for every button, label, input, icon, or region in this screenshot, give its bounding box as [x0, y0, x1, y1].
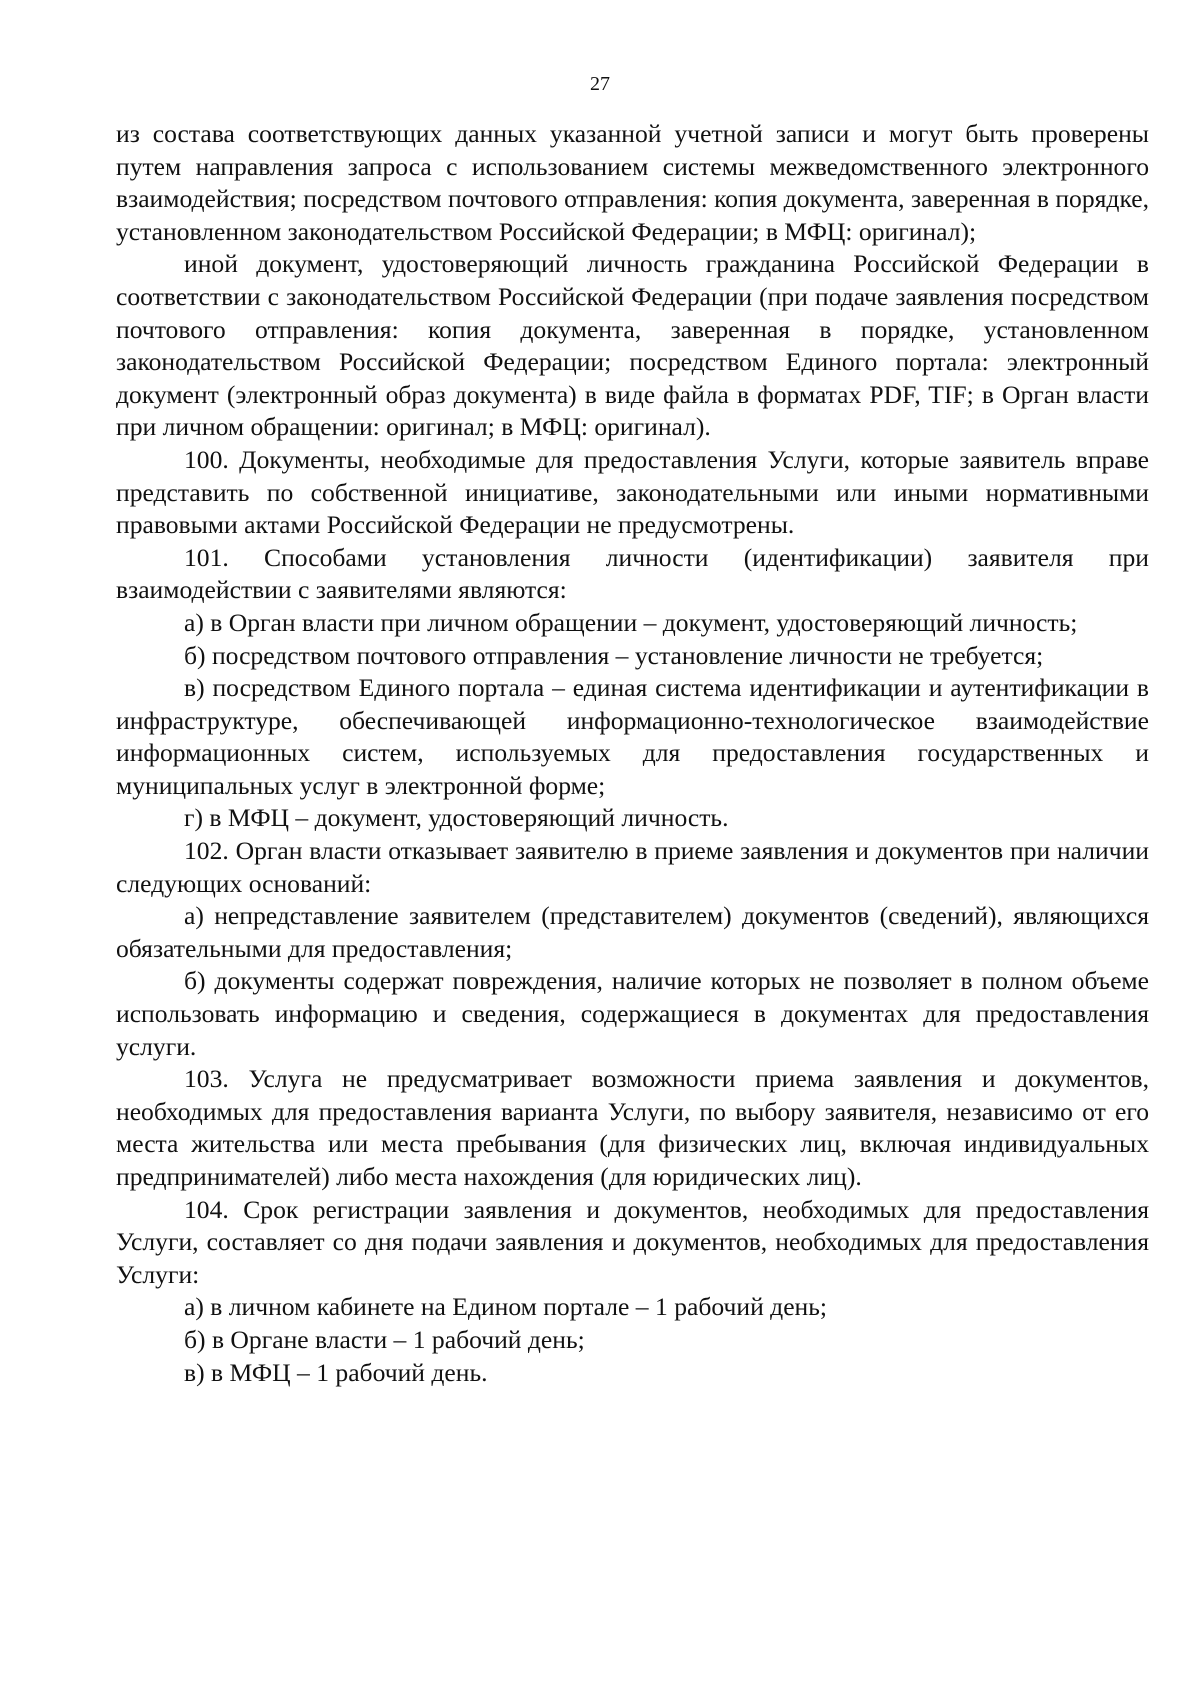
paragraph-item-101-v: в) посредством Единого портала – единая система идентификации и аутентификации в инфраструктуре, обеспечивающей информационно-технологическое взаимодействие информационных систем, используемых для предоставления государственных и муниципальных услуг в электронной форме; — [116, 673, 1149, 800]
paragraph-item-104-v: в) в МФЦ – 1 рабочий день. — [184, 1357, 488, 1387]
paragraph-item-101-b: б) посредством почтового отправления – установление личности не требуется; — [184, 640, 1044, 670]
paragraph-other-identity-document: иной документ, удостоверяющий личность гражданина Российской Федерации в соответствии с законодательством Российской Федерации (при подаче заявления посредством почтового отправления: копия документа, заверенная в порядке, установленном законодательством Российской Федерации; посредством Единого портала: электронный документ (электронный образ документа) в виде файла в форматах PDF, TIF; в Орган власти при личном обращении: оригинал; в МФЦ: оригинал). — [116, 249, 1149, 442]
paragraph-item-100: 100. Документы, необходимые для предоставления Услуги, которые заявитель вправе представить по собственной инициативе, законодательными или иными нормативными правовыми актами Российской Федерации не предусмотрены. — [116, 444, 1149, 540]
paragraph-item-101-a: а) в Орган власти при личном обращении – документ, удостоверяющий личность; — [184, 607, 1078, 637]
paragraph-item-104-b: б) в Органе власти – 1 рабочий день; — [184, 1324, 585, 1354]
page-number: 27 — [590, 73, 610, 95]
paragraph-item-102: 102. Орган власти отказывает заявителю в приеме заявления и документов при наличии следующих оснований: — [116, 836, 1149, 898]
document-body — [116, 118, 1149, 1389]
paragraph-item-101: 101. Способами установления личности (идентификации) заявителя при взаимодействии с заявителями являются: — [116, 542, 1149, 605]
paragraph-item-102-a: а) непредставление заявителем (представителем) документов (сведений), являющихся обязательными для предоставления; — [116, 901, 1149, 963]
paragraph-item-102-b: б) документы содержат повреждения, наличие которых не позволяет в полном объеме использовать информацию и сведения, содержащиеся в документах для предоставления услуги. — [116, 966, 1149, 1061]
paragraph-identity-account-continuation: из состава соответствующих данных указанной учетной записи и могут быть проверены путем направления запроса с использованием системы межведомственного электронного взаимодействия; посредством почтового отправления: копия документа, заверенная в порядке, установленном законодательством Российской Федерации; в МФЦ: оригинал); — [116, 119, 1149, 246]
paragraph-item-103: 103. Услуга не предусматривает возможности приема заявления и документов, необходимых для предоставления варианта Услуги, по выбору заявителя, независимо от его места жительства или места пребывания (для физических лиц, включая индивидуальных предпринимателей) либо места нахождения (для юридических лиц). — [116, 1064, 1149, 1191]
paragraph-item-104: 104. Срок регистрации заявления и документов, необходимых для предоставления Услуги, составляет со дня подачи заявления и документов, необходимых для предоставления Услуги: — [116, 1194, 1149, 1289]
paragraph-item-101-g: г) в МФЦ – документ, удостоверяющий личность. — [184, 803, 729, 833]
paragraph-item-104-a: а) в личном кабинете на Едином портале – 1 рабочий день; — [184, 1292, 828, 1322]
